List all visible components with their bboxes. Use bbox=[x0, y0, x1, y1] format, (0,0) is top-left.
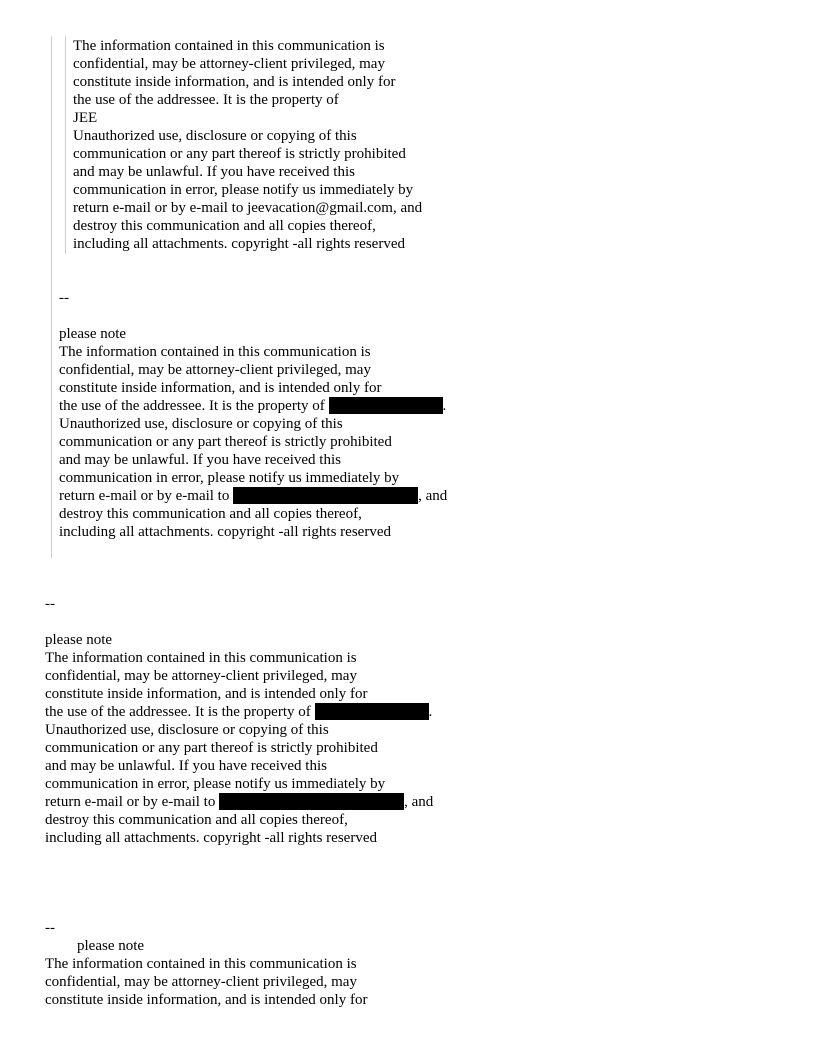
redaction-box bbox=[329, 397, 443, 414]
please-note-heading: please note bbox=[45, 632, 113, 648]
disclaimer-line: communication or any part thereof is strictly prohibited bbox=[73, 146, 406, 162]
email-suffix: , and bbox=[404, 794, 434, 810]
disclaimer-line: The information contained in this communication is bbox=[45, 956, 357, 972]
disclaimer-line: The information contained in this communication is bbox=[73, 38, 385, 54]
signature-separator: -- bbox=[59, 290, 69, 306]
disclaimer-line: communication in error, please notify us immediately by bbox=[73, 182, 414, 198]
please-note-heading: please note bbox=[77, 938, 145, 954]
email-prefix: return e-mail or by e-mail to bbox=[45, 794, 220, 810]
disclaimer-line: constitute inside information, and is intended only for bbox=[73, 74, 396, 90]
disclaimer-line: destroy this communication and all copies thereof, bbox=[45, 812, 348, 828]
disclaimer-line: The information contained in this communication is bbox=[45, 650, 357, 666]
disclaimer-line: and may be unlawful. If you have received this bbox=[73, 164, 355, 180]
disclaimer-line: destroy this communication and all copies thereof, bbox=[73, 218, 376, 234]
disclaimer-line: and may be unlawful. If you have received this bbox=[45, 758, 327, 774]
disclaimer-line: communication or any part thereof is strictly prohibited bbox=[59, 434, 392, 450]
disclaimer-line: constitute inside information, and is intended only for bbox=[45, 992, 368, 1008]
property-prefix: the use of the addressee. It is the property of bbox=[59, 398, 329, 414]
disclaimer-line: communication in error, please notify us immediately by bbox=[45, 776, 386, 792]
disclaimer-line: Unauthorized use, disclosure or copying of this bbox=[73, 128, 357, 144]
property-suffix: . bbox=[428, 704, 433, 720]
email-prefix: return e-mail or by e-mail to bbox=[59, 488, 234, 504]
disclaimer-line: communication or any part thereof is strictly prohibited bbox=[45, 740, 378, 756]
signature-separator: -- bbox=[45, 596, 55, 612]
redaction-box bbox=[315, 703, 429, 720]
disclaimer-line: including all attachments. copyright -all rights reserved bbox=[73, 236, 405, 252]
disclaimer-line: constitute inside information, and is intended only for bbox=[59, 380, 382, 396]
property-suffix: . bbox=[442, 398, 447, 414]
disclaimer-email-line bbox=[45, 793, 433, 811]
disclaimer-line: constitute inside information, and is intended only for bbox=[45, 686, 368, 702]
disclaimer-line: destroy this communication and all copies thereof, bbox=[59, 506, 362, 522]
disclaimer-line: Unauthorized use, disclosure or copying of this bbox=[45, 722, 329, 738]
disclaimer-line: Unauthorized use, disclosure or copying of this bbox=[59, 416, 343, 432]
inner-quote-bar bbox=[65, 36, 66, 254]
disclaimer-line: return e-mail or by e-mail to jeevacation@gmail.com, and bbox=[73, 200, 423, 216]
disclaimer-line: The information contained in this communication is bbox=[59, 344, 371, 360]
disclaimer-line: including all attachments. copyright -all rights reserved bbox=[45, 830, 377, 846]
property-prefix: the use of the addressee. It is the property of bbox=[45, 704, 315, 720]
disclaimer-email-line bbox=[59, 487, 447, 505]
disclaimer-line: confidential, may be attorney-client privileged, may bbox=[73, 56, 385, 72]
disclaimer-line: confidential, may be attorney-client privileged, may bbox=[59, 362, 371, 378]
disclaimer-line: communication in error, please notify us immediately by bbox=[59, 470, 400, 486]
disclaimer-line: confidential, may be attorney-client privileged, may bbox=[45, 668, 357, 684]
disclaimer-property-line bbox=[59, 397, 446, 415]
email-suffix: , and bbox=[418, 488, 448, 504]
disclaimer-line: JEE bbox=[73, 110, 98, 126]
redaction-box bbox=[233, 487, 418, 504]
disclaimer-property-line bbox=[45, 703, 432, 721]
disclaimer-line: including all attachments. copyright -all rights reserved bbox=[59, 524, 391, 540]
signature-separator: -- bbox=[45, 920, 55, 936]
disclaimer-line: the use of the addressee. It is the property of bbox=[73, 92, 339, 108]
redaction-box bbox=[219, 793, 404, 810]
disclaimer-line: and may be unlawful. If you have received this bbox=[59, 452, 341, 468]
please-note-heading: please note bbox=[59, 326, 127, 342]
outer-quote-bar bbox=[51, 36, 52, 558]
disclaimer-line: confidential, may be attorney-client privileged, may bbox=[45, 974, 357, 990]
